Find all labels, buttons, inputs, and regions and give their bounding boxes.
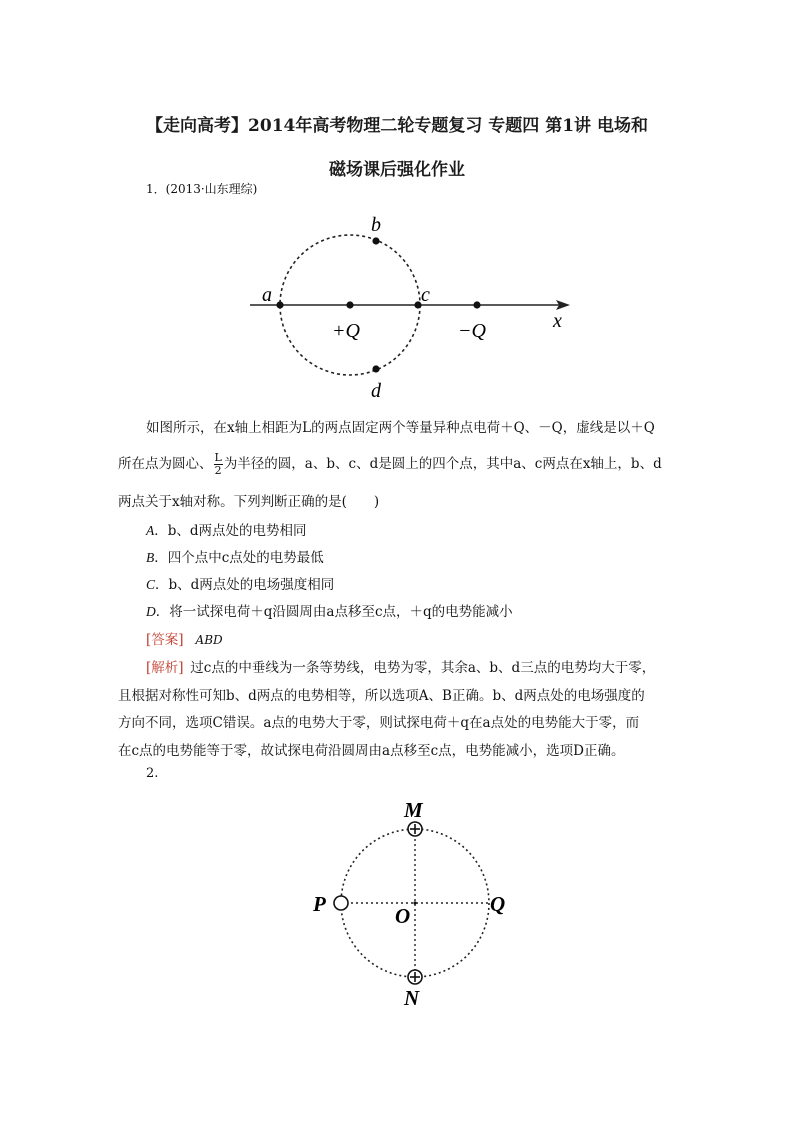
- option-b-text: ．四个点中c点处的电势最低: [154, 550, 324, 566]
- label-m: M: [404, 798, 423, 822]
- analysis-line-1: [146, 656, 655, 676]
- label-a: a: [262, 284, 272, 306]
- point-a: [276, 301, 283, 308]
- charge-n-plus-icon: [408, 970, 422, 984]
- option-d-label: D: [146, 604, 156, 619]
- option-a: [146, 519, 307, 539]
- answer-tag: [答案]: [146, 632, 184, 648]
- question-1-text-line-1: 如图所示，在x轴上相距为L的两点固定两个等量异种点电荷＋Q、－Q，虚线是以＋Q: [146, 420, 655, 436]
- analysis-tag: [解析]: [146, 660, 184, 676]
- text-line-2-post: 为半径的圆，a、b、c、d是圆上的四个点，其中a、c两点在x轴上，b、d: [223, 456, 662, 472]
- point-p-hollow: [334, 896, 348, 910]
- fraction-l-over-2: [214, 452, 223, 477]
- label-d: d: [371, 380, 381, 402]
- charge-m-plus-icon: [408, 822, 422, 836]
- question-1-figure: [240, 205, 580, 405]
- question-1-number: 1．(2013·山东理综): [146, 182, 258, 196]
- question-1-text-line-2: [118, 452, 662, 477]
- analysis-line-4: 在c点的电势能等于零，故试探电荷沿圆周由a点移至c点，电势能减小，选项D正确。: [118, 743, 625, 759]
- option-c-label: C: [146, 577, 156, 592]
- label-q: Q: [490, 892, 506, 916]
- option-a-label: A: [146, 523, 155, 538]
- option-b-label: B: [146, 550, 155, 565]
- fraction-numerator: L: [214, 451, 222, 464]
- point-neg-charge: [473, 301, 480, 308]
- label-pos-charge: +Q: [332, 320, 360, 342]
- point-o: [413, 901, 416, 904]
- label-neg-charge: −Q: [458, 320, 486, 342]
- answer-row: [146, 628, 223, 648]
- text-line-2-pre: 所在点为圆心、: [118, 456, 213, 472]
- point-d: [372, 365, 379, 372]
- option-a-text: ．b、d两点处的电势相同: [154, 523, 307, 539]
- label-p: P: [313, 892, 326, 916]
- point-b: [372, 237, 379, 244]
- analysis-text-1: 过c点的中垂线为一条等势线，电势为零，其余a、b、d三点的电势均大于零，: [190, 660, 656, 676]
- option-b: [146, 546, 324, 566]
- document-title: [110, 104, 684, 192]
- option-c-text: ．b、d两点处的电场强度相同: [155, 577, 335, 593]
- option-d-text: ．将一试探电荷＋q沿圆周由a点移至c点，＋q的电势能减小: [155, 604, 513, 620]
- label-x-axis: x: [553, 310, 562, 332]
- fraction-denominator: 2: [214, 464, 222, 477]
- label-o: O: [395, 904, 411, 928]
- label-c: c: [421, 284, 430, 306]
- option-d: [146, 600, 513, 620]
- answer-value: ABD: [195, 633, 223, 647]
- title-line-1: 【走向高考】2014年高考物理二轮专题复习 专题四 第1讲 电场和: [146, 116, 648, 136]
- question-2-number: 2.: [146, 766, 159, 781]
- question-1-text-line-3: 两点关于x轴对称。下列判断正确的是( ): [118, 494, 380, 510]
- analysis-line-3: 方向不同，选项C错误。a点的电势大于零，则试探电荷＋q在a点处的电势能大于零，而: [118, 715, 640, 731]
- label-n: N: [404, 986, 420, 1010]
- analysis-line-2: 且根据对称性可知b、d两点的电势相等，所以选项A、B正确。b、d两点处的电场强度的: [118, 688, 645, 704]
- label-b: b: [371, 214, 381, 236]
- question-2-figure: [300, 795, 530, 1015]
- point-pos-charge: [346, 301, 353, 308]
- option-c: [146, 573, 334, 593]
- title-line-2: 磁场课后强化作业: [329, 160, 465, 180]
